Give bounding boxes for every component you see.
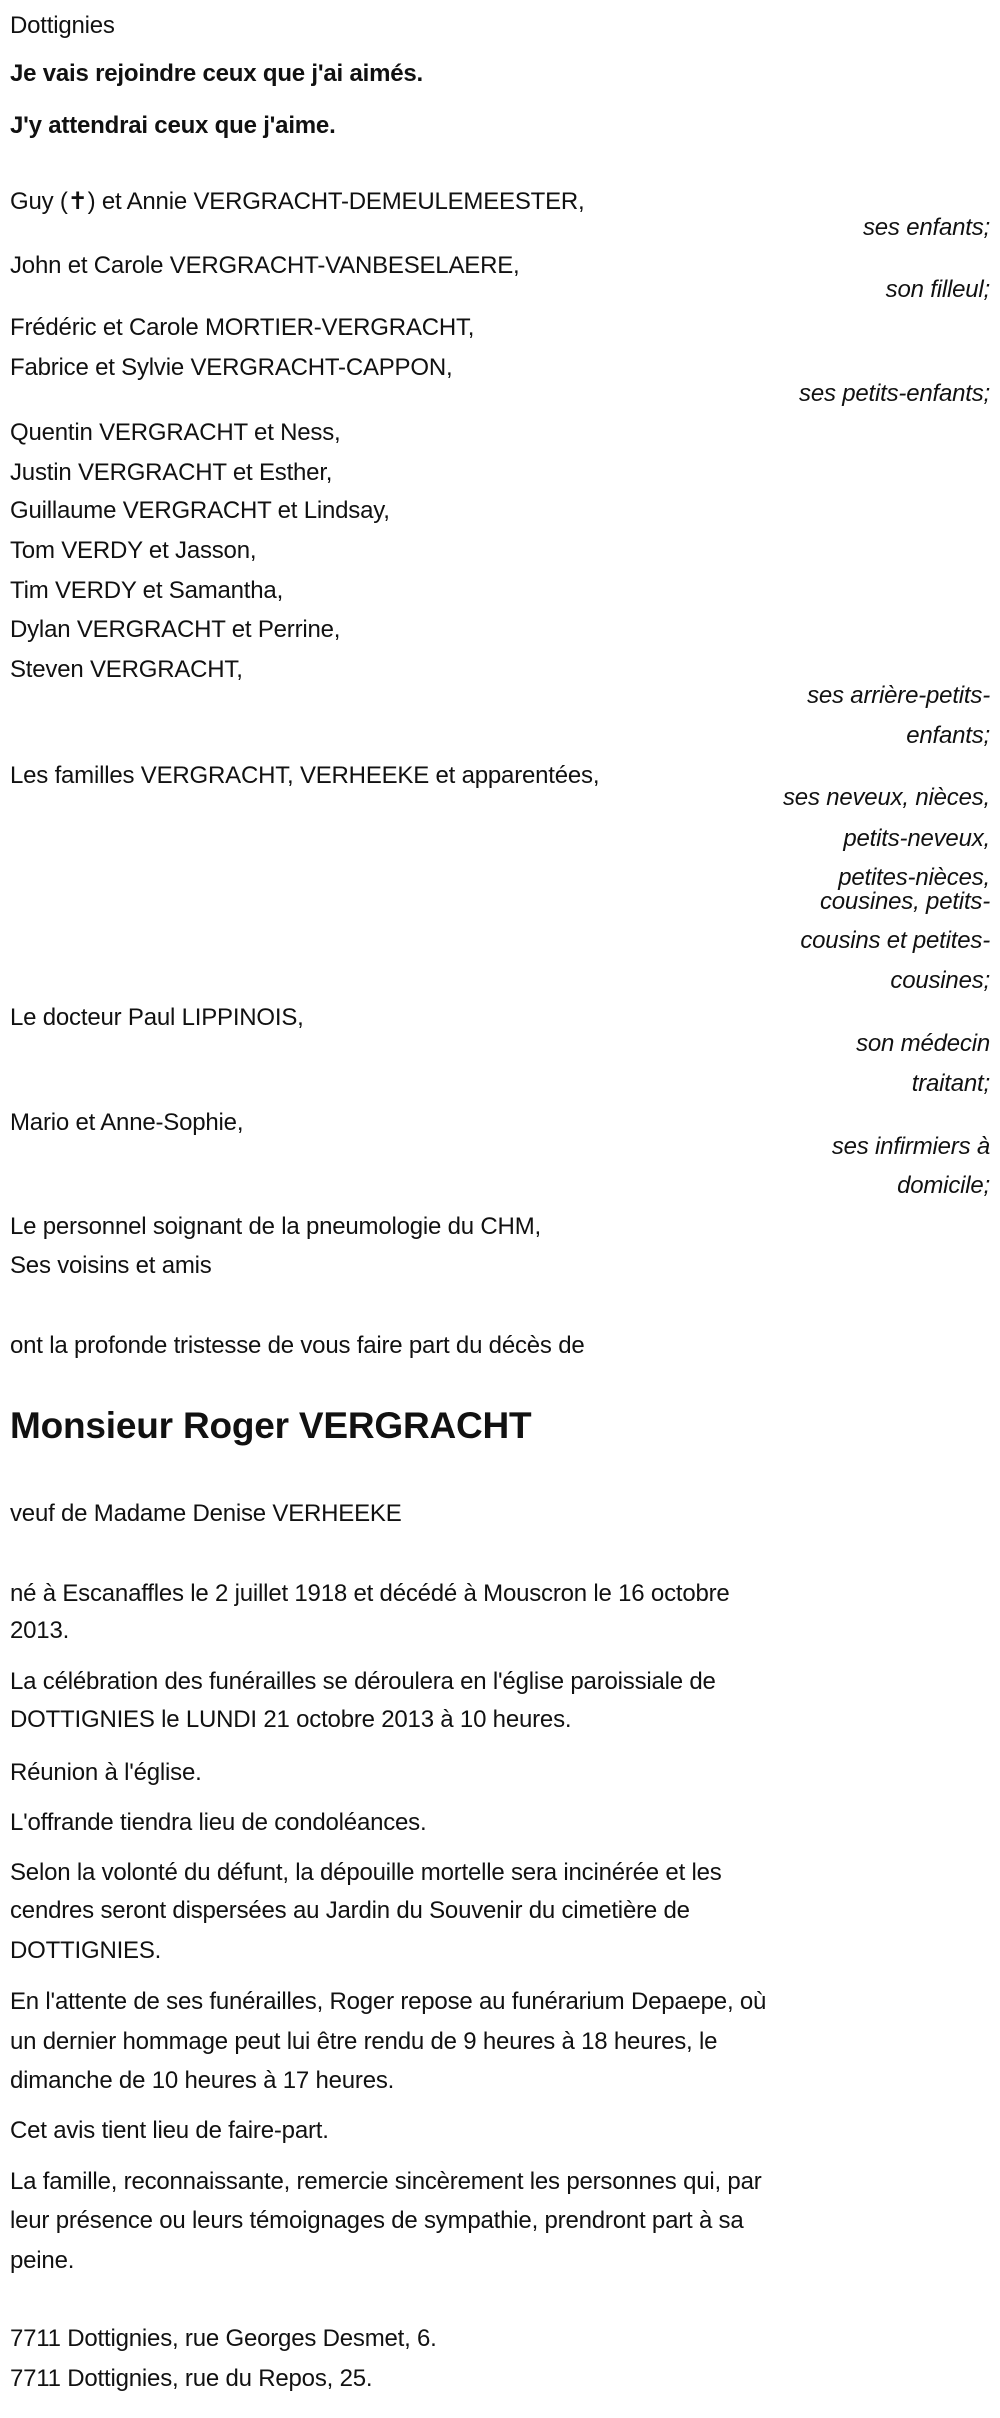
location: Dottignies (10, 12, 115, 39)
paragraph-line: né à Escanaffles le 2 juillet 1918 et décédé à Mouscron le 16 octobre (10, 1580, 730, 1607)
address-line: 7711 Dottignies, rue du Repos, 25. (10, 2365, 373, 2392)
paragraph-line: leur présence ou leurs témoignages de sympathie, prendront part à sa (10, 2207, 744, 2234)
relation-label: petits-neveux, (843, 825, 990, 852)
relation-label: ses petits-enfants; (799, 380, 990, 407)
relation-label: ses enfants; (862, 214, 990, 241)
family-line: Quentin VERGRACHT et Ness, (10, 419, 341, 446)
address-line: 7711 Dottignies, rue Georges Desmet, 6. (10, 2325, 437, 2352)
paragraph-line: DOTTIGNIES. (10, 1937, 162, 1964)
paragraph-line: DOTTIGNIES le LUNDI 21 octobre 2013 à 10 heures. (10, 1706, 572, 1733)
paragraph-line: L'offrande tiendra lieu de condoléances. (10, 1809, 427, 1836)
paragraph-line: En l'attente de ses funérailles, Roger repose au funérarium Depaepe, où (10, 1988, 767, 2015)
paragraph-line: cendres seront dispersées au Jardin du Souvenir du cimetière de (10, 1897, 690, 1924)
family-line: Tim VERDY et Samantha, (10, 577, 284, 604)
relation-label: domicile; (897, 1172, 990, 1199)
relation-label: ses arrière-petits- (807, 682, 990, 709)
paragraph-line: Réunion à l'église. (10, 1759, 202, 1786)
paragraph-line: 2013. (10, 1617, 70, 1644)
relation-label: cousins et petites- (800, 927, 990, 954)
paragraph-line: Selon la volonté du défunt, la dépouille mortelle sera incinérée et les (10, 1859, 722, 1886)
paragraph-line: peine. (10, 2247, 75, 2274)
family-line: Les familles VERGRACHT, VERHEEKE et apparentées, (10, 762, 600, 789)
relation-label: traitant; (911, 1070, 990, 1097)
family-line: Fabrice et Sylvie VERGRACHT-CAPPON, (10, 354, 453, 381)
family-line: Frédéric et Carole MORTIER-VERGRACHT, (10, 314, 475, 341)
paragraph-line: La célébration des funérailles se déroulera en l'église paroissiale de (10, 1668, 716, 1695)
paragraph-line: un dernier hommage peut lui être rendu de 9 heures à 18 heures, le (10, 2028, 718, 2055)
family-line: Guy (✝) et Annie VERGRACHT-DEMEULEMEESTER, (10, 188, 585, 215)
relation-label: cousines; (890, 967, 990, 994)
family-line: Dylan VERGRACHT et Perrine, (10, 616, 341, 643)
family-line: Mario et Anne-Sophie, (10, 1109, 244, 1136)
relation-label: ses infirmiers à (831, 1133, 990, 1160)
relation-label: enfants; (906, 722, 990, 749)
paragraph-line: dimanche de 10 heures à 17 heures. (10, 2067, 395, 2094)
family-line: Steven VERGRACHT, (10, 656, 243, 683)
paragraph-line: Cet avis tient lieu de faire-part. (10, 2117, 329, 2144)
family-line: Ses voisins et amis (10, 1252, 212, 1279)
family-line: Guillaume VERGRACHT et Lindsay, (10, 497, 390, 524)
relation-label: son médecin (856, 1030, 990, 1057)
family-line: Le personnel soignant de la pneumologie du CHM, (10, 1213, 541, 1240)
relation-label: petites-nièces, (838, 864, 990, 891)
announcement: ont la profonde tristesse de vous faire part du décès de (10, 1332, 585, 1359)
relation-label: son filleul; (885, 276, 990, 303)
family-line: John et Carole VERGRACHT-VANBESELAERE, (10, 252, 520, 279)
quote-line: Je vais rejoindre ceux que j'ai aimés. (10, 60, 423, 87)
paragraph-line: La famille, reconnaissante, remercie sincèrement les personnes qui, par (10, 2168, 762, 2195)
relation-label: cousines, petits- (819, 888, 990, 915)
family-line: Tom VERDY et Jasson, (10, 537, 257, 564)
deceased-name: Monsieur Roger VERGRACHT (10, 1405, 532, 1446)
family-line: Justin VERGRACHT et Esther, (10, 459, 333, 486)
family-line: Le docteur Paul LIPPINOIS, (10, 1004, 304, 1031)
quote-line: J'y attendrai ceux que j'aime. (10, 112, 336, 139)
relation-label: ses neveux, nièces, (783, 784, 990, 811)
widower-line: veuf de Madame Denise VERHEEKE (10, 1500, 402, 1527)
